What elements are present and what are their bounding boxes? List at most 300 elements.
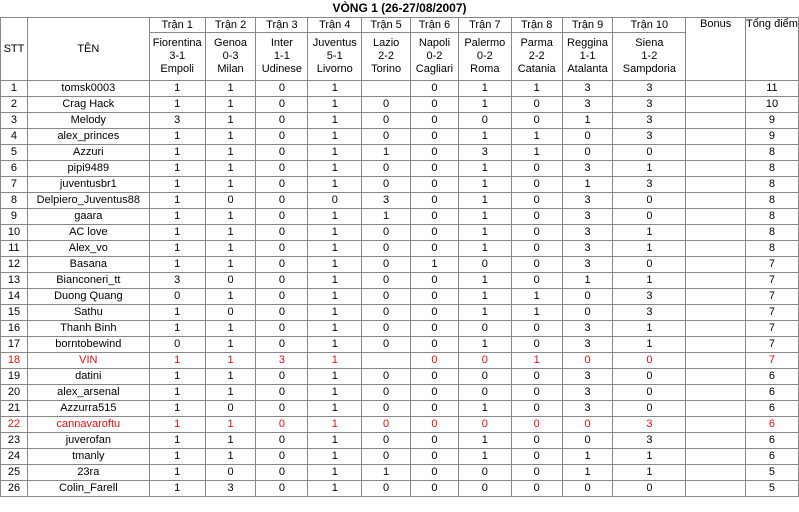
row-name: Duong Quang bbox=[27, 289, 149, 305]
header-match-label: Trận 4 bbox=[308, 18, 362, 33]
row-pick: 1 bbox=[308, 273, 362, 289]
row-pick: 1 bbox=[149, 385, 205, 401]
row-bonus bbox=[686, 273, 746, 289]
row-name: tmanly bbox=[27, 449, 149, 465]
row-stt: 2 bbox=[1, 97, 28, 113]
row-pick: 3 bbox=[562, 209, 613, 225]
row-pick: 1 bbox=[308, 481, 362, 497]
row-pick: 0 bbox=[205, 465, 256, 481]
row-pick: 0 bbox=[613, 193, 686, 209]
row-pick: 0 bbox=[256, 257, 308, 273]
row-pick: 3 bbox=[149, 113, 205, 129]
row-total: 7 bbox=[745, 273, 798, 289]
row-bonus bbox=[686, 305, 746, 321]
row-pick: 0 bbox=[362, 257, 411, 273]
row-pick: 0 bbox=[256, 241, 308, 257]
row-pick: 1 bbox=[511, 81, 562, 97]
row-pick: 0 bbox=[411, 225, 459, 241]
row-name: alex_princes bbox=[27, 129, 149, 145]
row-pick: 0 bbox=[256, 113, 308, 129]
row-pick: 0 bbox=[511, 369, 562, 385]
row-pick: 0 bbox=[613, 401, 686, 417]
table-body bbox=[1, 81, 799, 497]
row-pick: 0 bbox=[149, 289, 205, 305]
row-stt: 10 bbox=[1, 225, 28, 241]
table-row bbox=[1, 369, 799, 385]
row-pick: 0 bbox=[411, 433, 459, 449]
row-pick: 3 bbox=[362, 193, 411, 209]
row-name: Melody bbox=[27, 113, 149, 129]
row-pick: 1 bbox=[362, 209, 411, 225]
row-pick: 1 bbox=[205, 97, 256, 113]
row-pick: 1 bbox=[205, 225, 256, 241]
table-row bbox=[1, 177, 799, 193]
row-pick: 0 bbox=[362, 369, 411, 385]
row-pick: 1 bbox=[149, 97, 205, 113]
row-pick: 0 bbox=[149, 337, 205, 353]
row-pick: 1 bbox=[205, 241, 256, 257]
row-pick: 0 bbox=[411, 161, 459, 177]
row-total: 11 bbox=[745, 81, 798, 97]
row-pick: 1 bbox=[308, 81, 362, 97]
row-pick: 0 bbox=[511, 465, 562, 481]
row-pick: 1 bbox=[308, 337, 362, 353]
row-name: Colin_Farell bbox=[27, 481, 149, 497]
row-bonus bbox=[686, 369, 746, 385]
row-pick: 0 bbox=[256, 225, 308, 241]
header-match-fixture bbox=[256, 33, 308, 81]
row-pick: 1 bbox=[205, 385, 256, 401]
row-name: Thanh Binh bbox=[27, 321, 149, 337]
row-pick: 1 bbox=[205, 433, 256, 449]
row-pick: 0 bbox=[362, 385, 411, 401]
row-pick: 0 bbox=[562, 289, 613, 305]
row-pick: 1 bbox=[149, 145, 205, 161]
row-pick: 0 bbox=[362, 321, 411, 337]
header-match-fixture bbox=[308, 33, 362, 81]
row-pick: 1 bbox=[458, 81, 511, 97]
row-pick: 0 bbox=[362, 433, 411, 449]
row-pick: 0 bbox=[458, 257, 511, 273]
row-name: Azzurra515 bbox=[27, 401, 149, 417]
round-title: VÒNG 1 (26-27/08/2007) bbox=[332, 1, 467, 15]
row-pick: 0 bbox=[256, 273, 308, 289]
row-pick: 3 bbox=[613, 113, 686, 129]
row-pick: 0 bbox=[256, 145, 308, 161]
row-pick: 1 bbox=[205, 145, 256, 161]
row-pick: 1 bbox=[205, 113, 256, 129]
row-pick: 3 bbox=[256, 353, 308, 369]
row-pick: 0 bbox=[362, 161, 411, 177]
row-pick: 1 bbox=[308, 401, 362, 417]
row-name: pipi9489 bbox=[27, 161, 149, 177]
row-pick: 1 bbox=[308, 465, 362, 481]
row-pick: 0 bbox=[362, 113, 411, 129]
fixture-team2: Milan bbox=[217, 63, 244, 75]
row-pick: 1 bbox=[511, 353, 562, 369]
row-bonus bbox=[686, 401, 746, 417]
row-pick: 1 bbox=[362, 465, 411, 481]
fixture-team2: Roma bbox=[470, 63, 500, 75]
row-stt: 15 bbox=[1, 305, 28, 321]
row-pick: 1 bbox=[613, 465, 686, 481]
header-match-label: Trận 1 bbox=[149, 18, 205, 33]
row-pick: 0 bbox=[562, 417, 613, 433]
row-pick: 0 bbox=[511, 321, 562, 337]
fixture-score: 5-1 bbox=[326, 50, 343, 62]
row-bonus bbox=[686, 465, 746, 481]
row-pick: 1 bbox=[205, 369, 256, 385]
row-stt: 1 bbox=[1, 81, 28, 97]
table-row bbox=[1, 321, 799, 337]
row-bonus bbox=[686, 177, 746, 193]
row-pick: 0 bbox=[613, 145, 686, 161]
row-pick: 0 bbox=[362, 481, 411, 497]
table-row bbox=[1, 273, 799, 289]
fixture-team1: Fiorentina bbox=[152, 37, 202, 49]
row-pick: 1 bbox=[511, 289, 562, 305]
row-pick: 0 bbox=[362, 273, 411, 289]
row-pick: 1 bbox=[205, 353, 256, 369]
row-pick: 0 bbox=[458, 369, 511, 385]
row-name: cannavaroftu bbox=[27, 417, 149, 433]
table-row bbox=[1, 465, 799, 481]
row-pick: 0 bbox=[411, 129, 459, 145]
row-pick: 0 bbox=[458, 385, 511, 401]
row-pick: 0 bbox=[362, 97, 411, 113]
row-pick: 0 bbox=[362, 337, 411, 353]
row-name: VIN bbox=[27, 353, 149, 369]
row-bonus bbox=[686, 161, 746, 177]
row-pick: 0 bbox=[458, 353, 511, 369]
row-pick: 1 bbox=[613, 225, 686, 241]
row-pick: 0 bbox=[362, 177, 411, 193]
row-name: borntobewind bbox=[27, 337, 149, 353]
table-row bbox=[1, 401, 799, 417]
row-name: juventusbr1 bbox=[27, 177, 149, 193]
row-stt: 3 bbox=[1, 113, 28, 129]
row-total: 5 bbox=[745, 481, 798, 497]
row-pick: 1 bbox=[149, 417, 205, 433]
table-header bbox=[1, 18, 799, 81]
fixture-team2: Catania bbox=[517, 63, 556, 75]
row-pick: 1 bbox=[308, 369, 362, 385]
row-pick: 3 bbox=[562, 161, 613, 177]
row-pick: 1 bbox=[205, 129, 256, 145]
row-pick: 1 bbox=[205, 289, 256, 305]
row-pick: 0 bbox=[411, 401, 459, 417]
header-match-label: Trận 7 bbox=[458, 18, 511, 33]
row-pick: 0 bbox=[562, 481, 613, 497]
table-row bbox=[1, 193, 799, 209]
header-stt: STT bbox=[1, 18, 28, 81]
table-row bbox=[1, 97, 799, 113]
table-row bbox=[1, 481, 799, 497]
row-pick: 3 bbox=[613, 177, 686, 193]
row-bonus bbox=[686, 113, 746, 129]
row-stt: 5 bbox=[1, 145, 28, 161]
row-bonus bbox=[686, 289, 746, 305]
row-pick: 0 bbox=[362, 289, 411, 305]
fixture-team1: Siena bbox=[635, 37, 664, 49]
row-pick: 1 bbox=[511, 305, 562, 321]
row-pick: 1 bbox=[458, 273, 511, 289]
fixture-score: 0-2 bbox=[476, 50, 493, 62]
table-row bbox=[1, 417, 799, 433]
row-bonus bbox=[686, 81, 746, 97]
row-stt: 12 bbox=[1, 257, 28, 273]
row-pick: 3 bbox=[458, 145, 511, 161]
header-match-fixture bbox=[613, 33, 686, 81]
row-pick: 0 bbox=[256, 129, 308, 145]
table-row bbox=[1, 353, 799, 369]
row-pick: 0 bbox=[458, 417, 511, 433]
row-pick: 0 bbox=[256, 369, 308, 385]
row-pick: 0 bbox=[256, 177, 308, 193]
row-pick: 1 bbox=[308, 257, 362, 273]
fixture-score: 1-1 bbox=[273, 50, 290, 62]
row-pick: 0 bbox=[256, 337, 308, 353]
row-total: 6 bbox=[745, 433, 798, 449]
table-row bbox=[1, 209, 799, 225]
header-match-label: Trận 10 bbox=[613, 18, 686, 33]
row-pick: 0 bbox=[562, 353, 613, 369]
row-name: Bianconeri_tt bbox=[27, 273, 149, 289]
row-pick: 0 bbox=[411, 145, 459, 161]
row-stt: 20 bbox=[1, 385, 28, 401]
row-pick: 0 bbox=[613, 385, 686, 401]
fixture-team2: Udinese bbox=[261, 63, 303, 75]
row-pick: 3 bbox=[562, 81, 613, 97]
row-pick: 1 bbox=[458, 161, 511, 177]
row-bonus bbox=[686, 209, 746, 225]
row-pick: 0 bbox=[613, 369, 686, 385]
row-pick: 1 bbox=[613, 241, 686, 257]
row-pick: 0 bbox=[511, 177, 562, 193]
row-pick: 3 bbox=[562, 401, 613, 417]
row-pick: 1 bbox=[308, 385, 362, 401]
row-stt: 16 bbox=[1, 321, 28, 337]
row-pick: 0 bbox=[562, 305, 613, 321]
row-pick: 0 bbox=[511, 209, 562, 225]
row-bonus bbox=[686, 417, 746, 433]
row-pick: 0 bbox=[411, 417, 459, 433]
row-pick: 0 bbox=[362, 129, 411, 145]
row-pick: 1 bbox=[562, 449, 613, 465]
row-total: 7 bbox=[745, 289, 798, 305]
table-row bbox=[1, 241, 799, 257]
header-match-label: Trận 8 bbox=[511, 18, 562, 33]
row-bonus bbox=[686, 353, 746, 369]
row-stt: 14 bbox=[1, 289, 28, 305]
row-total: 6 bbox=[745, 401, 798, 417]
row-pick: 0 bbox=[411, 321, 459, 337]
row-stt: 19 bbox=[1, 369, 28, 385]
row-pick: 3 bbox=[562, 225, 613, 241]
row-pick: 0 bbox=[458, 321, 511, 337]
row-pick: 0 bbox=[411, 81, 459, 97]
row-pick: 0 bbox=[256, 97, 308, 113]
row-pick: 1 bbox=[411, 257, 459, 273]
row-pick: 1 bbox=[458, 337, 511, 353]
row-pick: 0 bbox=[362, 401, 411, 417]
row-bonus bbox=[686, 257, 746, 273]
row-pick: 1 bbox=[149, 81, 205, 97]
row-pick: 1 bbox=[149, 257, 205, 273]
row-pick: 1 bbox=[458, 97, 511, 113]
row-pick: 0 bbox=[256, 321, 308, 337]
row-total: 6 bbox=[745, 369, 798, 385]
row-name: Sathu bbox=[27, 305, 149, 321]
row-bonus bbox=[686, 241, 746, 257]
row-total: 6 bbox=[745, 417, 798, 433]
row-pick: 0 bbox=[205, 401, 256, 417]
row-pick: 3 bbox=[562, 321, 613, 337]
fixture-team1: Napoli bbox=[418, 37, 451, 49]
fixture-score: 3-1 bbox=[169, 50, 186, 62]
row-pick: 1 bbox=[458, 241, 511, 257]
row-total: 8 bbox=[745, 209, 798, 225]
row-pick: 0 bbox=[411, 177, 459, 193]
row-pick: 0 bbox=[511, 481, 562, 497]
row-name: Alex_vo bbox=[27, 241, 149, 257]
row-pick: 1 bbox=[308, 145, 362, 161]
row-pick: 0 bbox=[256, 209, 308, 225]
row-pick: 1 bbox=[458, 305, 511, 321]
row-total: 7 bbox=[745, 321, 798, 337]
row-total: 10 bbox=[745, 97, 798, 113]
row-pick: 0 bbox=[511, 401, 562, 417]
row-name: AC love bbox=[27, 225, 149, 241]
row-pick: 1 bbox=[511, 145, 562, 161]
row-pick: 0 bbox=[562, 145, 613, 161]
row-pick: 1 bbox=[458, 289, 511, 305]
row-pick: 0 bbox=[411, 385, 459, 401]
table-row bbox=[1, 289, 799, 305]
row-total: 8 bbox=[745, 193, 798, 209]
row-pick: 3 bbox=[613, 81, 686, 97]
row-pick: 1 bbox=[562, 273, 613, 289]
row-pick: 0 bbox=[613, 353, 686, 369]
row-bonus bbox=[686, 97, 746, 113]
row-pick: 0 bbox=[613, 257, 686, 273]
row-pick: 1 bbox=[362, 145, 411, 161]
header-match-fixture bbox=[149, 33, 205, 81]
row-pick: 3 bbox=[613, 129, 686, 145]
row-pick: 3 bbox=[613, 433, 686, 449]
row-pick: 0 bbox=[411, 289, 459, 305]
row-pick: 1 bbox=[149, 193, 205, 209]
row-pick: 0 bbox=[256, 289, 308, 305]
row-pick: 0 bbox=[362, 449, 411, 465]
row-bonus bbox=[686, 433, 746, 449]
row-pick: 1 bbox=[562, 465, 613, 481]
row-pick: 3 bbox=[613, 97, 686, 113]
row-pick: 0 bbox=[308, 193, 362, 209]
header-match-fixture bbox=[458, 33, 511, 81]
row-pick: 1 bbox=[613, 161, 686, 177]
row-pick: 1 bbox=[562, 113, 613, 129]
table-row bbox=[1, 145, 799, 161]
table-row bbox=[1, 449, 799, 465]
row-name: Crag Hack bbox=[27, 97, 149, 113]
row-pick: 0 bbox=[362, 241, 411, 257]
table-row bbox=[1, 433, 799, 449]
row-pick: 0 bbox=[205, 305, 256, 321]
row-pick: 1 bbox=[458, 177, 511, 193]
row-pick: 3 bbox=[562, 241, 613, 257]
row-pick: 1 bbox=[458, 449, 511, 465]
row-pick: 1 bbox=[205, 161, 256, 177]
row-stt: 9 bbox=[1, 209, 28, 225]
row-bonus bbox=[686, 337, 746, 353]
fixture-score: 0-2 bbox=[426, 50, 443, 62]
row-pick: 1 bbox=[149, 401, 205, 417]
fixture-team2: Cagliari bbox=[415, 63, 454, 75]
row-stt: 22 bbox=[1, 417, 28, 433]
row-pick: 1 bbox=[205, 209, 256, 225]
row-bonus bbox=[686, 193, 746, 209]
fixture-team2: Sampdoria bbox=[622, 63, 676, 75]
table-row bbox=[1, 161, 799, 177]
row-stt: 21 bbox=[1, 401, 28, 417]
fixture-team1: Reggina bbox=[567, 37, 609, 49]
row-pick: 1 bbox=[149, 161, 205, 177]
row-total: 8 bbox=[745, 241, 798, 257]
row-total: 6 bbox=[745, 385, 798, 401]
row-pick: 0 bbox=[411, 113, 459, 129]
row-pick: 1 bbox=[458, 401, 511, 417]
fixture-score: 2-2 bbox=[378, 50, 395, 62]
row-pick: 0 bbox=[362, 225, 411, 241]
row-stt: 18 bbox=[1, 353, 28, 369]
row-total: 8 bbox=[745, 225, 798, 241]
row-pick: 1 bbox=[458, 433, 511, 449]
row-pick: 0 bbox=[511, 257, 562, 273]
row-total: 7 bbox=[745, 353, 798, 369]
row-total: 7 bbox=[745, 337, 798, 353]
row-pick: 3 bbox=[613, 305, 686, 321]
row-pick: 1 bbox=[458, 209, 511, 225]
row-pick: 0 bbox=[256, 433, 308, 449]
row-pick: 3 bbox=[562, 385, 613, 401]
row-pick: 0 bbox=[205, 193, 256, 209]
row-stt: 17 bbox=[1, 337, 28, 353]
row-name: Delpiero_Juventus88 bbox=[27, 193, 149, 209]
row-pick: 0 bbox=[362, 305, 411, 321]
fixture-score: 1-1 bbox=[579, 50, 596, 62]
row-pick: 0 bbox=[256, 481, 308, 497]
row-pick: 1 bbox=[149, 129, 205, 145]
row-pick: 1 bbox=[205, 177, 256, 193]
row-pick bbox=[362, 81, 411, 97]
row-pick: 0 bbox=[256, 401, 308, 417]
row-pick: 0 bbox=[511, 97, 562, 113]
row-stt: 4 bbox=[1, 129, 28, 145]
row-pick: 1 bbox=[613, 321, 686, 337]
table-row bbox=[1, 337, 799, 353]
fixture-team1: Genoa bbox=[214, 37, 248, 49]
row-pick: 1 bbox=[308, 241, 362, 257]
row-pick: 1 bbox=[149, 305, 205, 321]
fixture-team1: Parma bbox=[520, 37, 553, 49]
row-pick: 0 bbox=[411, 305, 459, 321]
row-bonus bbox=[686, 321, 746, 337]
row-pick: 0 bbox=[613, 481, 686, 497]
row-pick: 1 bbox=[308, 321, 362, 337]
row-pick: 3 bbox=[205, 481, 256, 497]
row-bonus bbox=[686, 129, 746, 145]
